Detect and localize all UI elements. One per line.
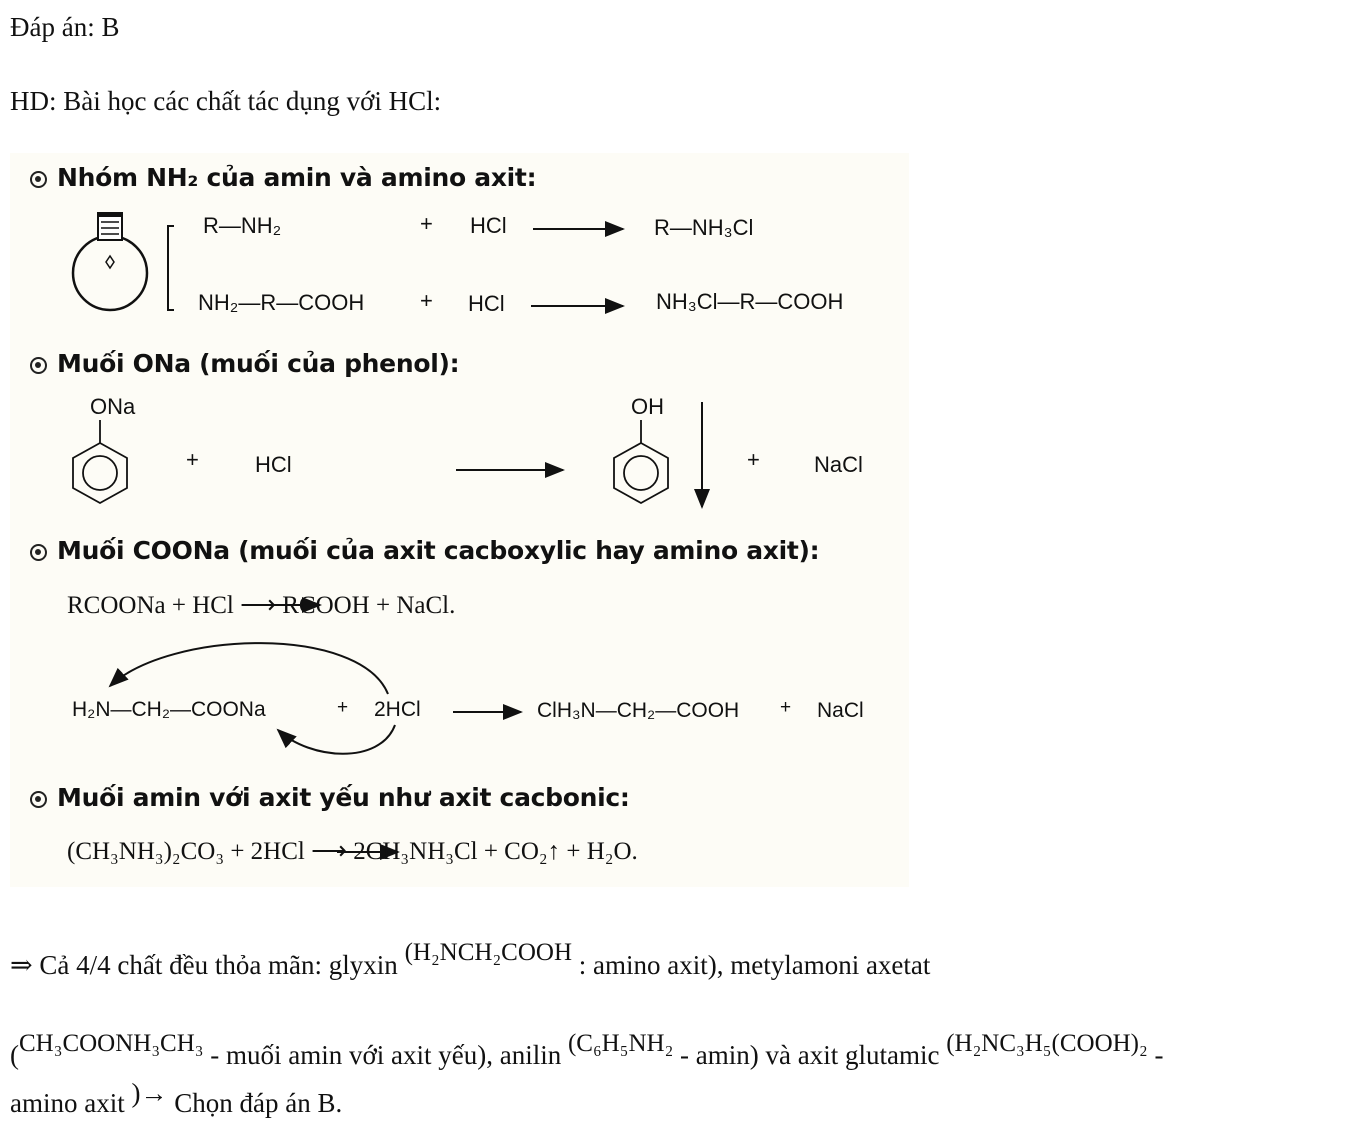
formula-glyxin: (H₂NCH₂COOH bbox=[404, 939, 572, 966]
product: R—NH₃Cl bbox=[654, 215, 754, 240]
section-heading: Muối COONa (muối của axit cacboxylic hay amino axit): bbox=[30, 536, 819, 565]
section-heading: Muối ONa (muối của phenol): bbox=[30, 349, 459, 378]
answer-line: Đáp án: B bbox=[10, 12, 120, 42]
reagent: HCl bbox=[468, 291, 505, 316]
substituent-label: ONa bbox=[90, 394, 136, 419]
benzene-ring-icon bbox=[73, 420, 127, 503]
equation: (CH₃NH₃)₂CO₃ + 2HCl ⟶ 2CH₃NH₃Cl + CO₂↑ + H₂O. bbox=[67, 838, 638, 865]
plus-sign: + bbox=[337, 697, 349, 718]
section-heading: Muối amin với axit yếu như axit cacbonic: bbox=[30, 783, 630, 812]
product: ClH₃N—CH₂—COOH bbox=[537, 699, 740, 722]
reaction-bracket bbox=[168, 226, 174, 310]
plus-sign: + bbox=[420, 211, 433, 236]
bullet-icon bbox=[30, 544, 47, 561]
substituent-label: OH bbox=[631, 394, 664, 419]
byproduct: NaCl bbox=[817, 699, 864, 722]
hint-line: HD: Bài học các chất tác dụng với HCl: bbox=[10, 86, 442, 116]
plus-sign: + bbox=[780, 697, 792, 718]
product: NH₃Cl—R—COOH bbox=[656, 289, 844, 314]
bullet-icon bbox=[30, 791, 47, 808]
bullet-icon bbox=[30, 171, 47, 188]
bullet-icon bbox=[30, 357, 47, 374]
reagent: 2HCl bbox=[374, 698, 421, 721]
curved-arrow bbox=[278, 725, 395, 754]
equation: RCOONa + HCl ⟶ RCOOH + NaCl. bbox=[67, 592, 456, 619]
curved-arrow bbox=[110, 643, 388, 694]
reagent: HCl bbox=[255, 452, 292, 477]
byproduct: NaCl bbox=[814, 452, 863, 477]
reagent: HCl bbox=[470, 213, 507, 238]
formula-axit-glutamic: (H₂NC₃H₅(COOH)₂ bbox=[946, 1030, 1148, 1057]
conclusion-line-2: (CH₃COONH₃CH₃ - muối amin với axit yếu), anilin (C₆H₅NH₂ - amin) và axit glutamic (H₂NC₃H₅(COOH)₂ - bbox=[10, 1030, 1164, 1070]
plus-sign: + bbox=[747, 447, 760, 472]
conclusion-line-3: amino axit )→ Chọn đáp án B. bbox=[10, 1078, 343, 1118]
benzene-ring-icon bbox=[614, 420, 668, 503]
plus-sign: + bbox=[420, 288, 433, 313]
reactant: H₂N—CH₂—COONa bbox=[72, 698, 266, 721]
implies-icon: ⇒ bbox=[10, 950, 33, 980]
plus-sign: + bbox=[186, 447, 199, 472]
reactant: NH₂—R—COOH bbox=[198, 290, 365, 315]
flask-icon bbox=[73, 212, 147, 310]
conclusion-line-1: ⇒ Cả 4/4 chất đều thỏa mãn: glyxin (H₂NCH₂COOH : amino axit), metylamoni axetat bbox=[10, 939, 931, 980]
reactant: R—NH₂ bbox=[203, 213, 282, 238]
section-heading: Nhóm NH₂ của amin và amino axit: bbox=[30, 163, 536, 192]
formula-anilin: (C₆H₅NH₂ bbox=[567, 1030, 674, 1057]
formula-metylamoni-axetat: CH₃COONH₃CH₃ bbox=[19, 1030, 204, 1057]
